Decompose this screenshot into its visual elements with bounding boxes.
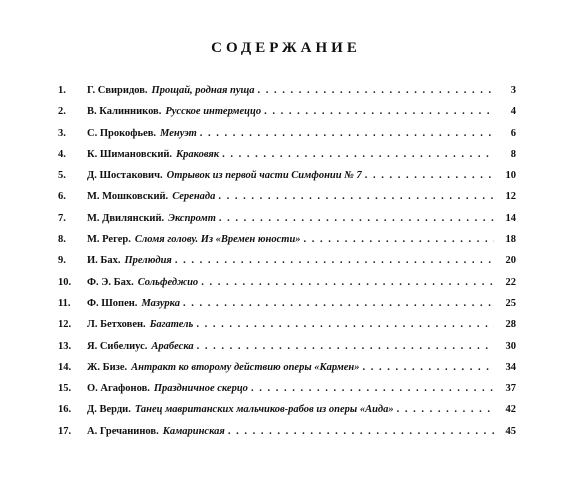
- composer-name: В. Калинников.: [87, 106, 162, 118]
- entry-number: 6.: [58, 191, 66, 203]
- page-number: 14: [505, 212, 516, 224]
- page-number: 34: [505, 361, 516, 373]
- work-title: Менуэт: [160, 127, 197, 139]
- entry-number: 9.: [58, 255, 66, 267]
- work-title: Русское интермеццо: [165, 106, 262, 118]
- entry-text: [87, 314, 494, 335]
- toc-entry: [58, 144, 516, 165]
- dot-leader: [197, 336, 494, 357]
- entry-number: 13.: [58, 340, 72, 352]
- toc-entry: [58, 208, 516, 229]
- entry-text: [87, 144, 494, 165]
- entry-number: 14.: [58, 361, 72, 373]
- page-number: 20: [505, 255, 516, 267]
- dot-leader: [251, 378, 494, 399]
- entry-number: 10.: [58, 276, 72, 288]
- toc-entry: [58, 293, 516, 314]
- toc-entry: [58, 336, 516, 357]
- entry-number: 11.: [58, 297, 71, 309]
- composer-name: Д. Верди.: [87, 404, 131, 416]
- page-number: 37: [505, 383, 516, 395]
- page-title: СОДЕРЖАНИЕ: [211, 40, 361, 56]
- composer-name: Л. Бетховен.: [87, 319, 146, 331]
- composer-name: М. Регер.: [87, 234, 131, 246]
- page-number: 4: [510, 106, 516, 118]
- dot-leader: [219, 208, 494, 229]
- dot-leader: [222, 144, 494, 165]
- entry-text: [87, 336, 494, 357]
- composer-name: С. Прокофьев.: [87, 127, 157, 139]
- page-number: 22: [505, 276, 516, 288]
- composer-name: М. Мошковский.: [87, 191, 169, 203]
- entry-number: 17.: [58, 425, 72, 437]
- work-title: Арабеска: [151, 340, 194, 352]
- work-title: Мазурка: [141, 297, 180, 309]
- toc-entry: [58, 229, 516, 250]
- dot-leader: [196, 314, 494, 335]
- toc-entry: [58, 123, 516, 144]
- entry-text: [87, 272, 494, 293]
- dot-leader: [304, 229, 494, 250]
- dot-leader: [200, 123, 494, 144]
- composer-name: О. Агафонов.: [87, 383, 150, 395]
- entry-number: 15.: [58, 383, 72, 395]
- page-number: 28: [505, 319, 516, 331]
- dot-leader: [218, 186, 494, 207]
- entry-text: [87, 399, 494, 420]
- dot-leader: [363, 357, 494, 378]
- entry-number: 4.: [58, 148, 66, 160]
- entry-number: 2.: [58, 106, 66, 118]
- composer-name: Г. Свиридов.: [87, 85, 148, 96]
- work-title: Танец мавританских мальчиков-рабов из оперы «Аида»: [134, 404, 394, 416]
- toc-entry: [58, 250, 516, 271]
- entry-number: 12.: [58, 319, 72, 331]
- entry-number: 7.: [58, 212, 66, 224]
- toc-entry: [58, 101, 516, 122]
- page-number: 45: [505, 425, 516, 437]
- entry-number: 16.: [58, 404, 72, 416]
- work-title: Антракт ко второму действию оперы «Кармен»: [131, 361, 360, 373]
- dot-leader: [183, 293, 494, 314]
- entry-text: [87, 123, 494, 144]
- composer-name: К. Шимановский.: [87, 148, 173, 160]
- page-number: 8: [510, 148, 516, 160]
- page-number: 42: [505, 404, 516, 416]
- entry-text: [87, 208, 494, 229]
- composer-name: Д. Шостакович.: [87, 170, 163, 182]
- toc-entry: [58, 378, 516, 399]
- toc-entry: [58, 357, 516, 378]
- toc-entry: [58, 314, 516, 335]
- entry-text: [87, 421, 494, 442]
- composer-name: Ж. Бизе.: [87, 361, 128, 373]
- entry-text: [87, 250, 494, 271]
- dot-leader: [397, 399, 494, 420]
- entry-text: [87, 293, 494, 314]
- toc-entry: [58, 421, 516, 442]
- entry-text: [87, 229, 494, 250]
- work-title: Багатель: [149, 319, 194, 331]
- entry-text: [87, 80, 494, 101]
- page-number: 3: [510, 85, 516, 96]
- work-title: Сольфеджио: [137, 276, 199, 288]
- toc-entry: [58, 186, 516, 207]
- entry-text: [87, 101, 494, 122]
- dot-leader: [175, 250, 494, 271]
- dot-leader: [228, 421, 494, 442]
- composer-name: Ф. Э. Бах.: [87, 276, 134, 288]
- toc-entry: [58, 80, 516, 101]
- entry-text: [87, 378, 494, 399]
- toc-entry: [58, 399, 516, 420]
- entry-text: [87, 357, 494, 378]
- composer-name: А. Гречанинов.: [87, 425, 159, 437]
- entry-number: 8.: [58, 234, 66, 246]
- work-title: Серенада: [172, 191, 216, 203]
- page-number: 18: [505, 234, 516, 246]
- entry-number: 1.: [58, 85, 66, 96]
- dot-leader: [264, 101, 494, 122]
- work-title: Отрывок из первой части Симфонии № 7: [166, 170, 362, 182]
- work-title: Праздничное скерцо: [153, 383, 248, 395]
- work-title: Прелюдия: [124, 255, 172, 267]
- composer-name: Ф. Шопен.: [87, 297, 138, 309]
- composer-name: И. Бах.: [87, 255, 121, 267]
- dot-leader: [257, 80, 494, 101]
- entry-text: [87, 186, 494, 207]
- page-number: 30: [505, 340, 516, 352]
- dot-leader: [365, 165, 494, 186]
- work-title: Прощай, родная пуща: [151, 85, 255, 96]
- page-number: 6: [510, 127, 516, 139]
- work-title: Экспромт: [168, 212, 216, 224]
- page-number: 25: [505, 297, 516, 309]
- dot-leader: [201, 272, 494, 293]
- toc-entry: [58, 165, 516, 186]
- page-number: 10: [505, 170, 516, 182]
- work-title: Сломя голову. Из «Времен юности»: [134, 234, 301, 246]
- table-of-contents: [58, 80, 516, 442]
- composer-name: Я. Сибелиус.: [87, 340, 148, 352]
- entry-number: 5.: [58, 170, 66, 182]
- toc-entry: [58, 272, 516, 293]
- composer-name: М. Двилянский.: [87, 212, 165, 224]
- work-title: Краковяк: [176, 148, 220, 160]
- page-number: 12: [505, 191, 516, 203]
- work-title: Камаринская: [162, 425, 225, 437]
- entry-text: [87, 165, 494, 186]
- entry-number: 3.: [58, 127, 66, 139]
